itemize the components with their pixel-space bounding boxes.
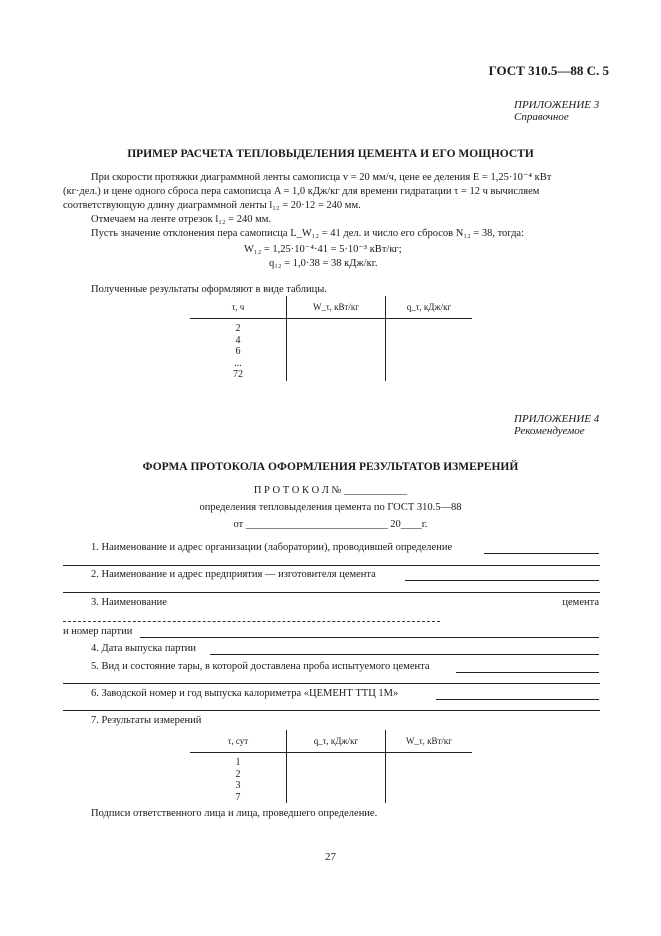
- blank-line: [484, 553, 599, 554]
- protocol-heading: П Р О Т О К О Л № ____________: [253, 485, 408, 496]
- table-header: τ, ч: [190, 296, 287, 319]
- appendix-label: ПРИЛОЖЕНИЕ 3: [514, 99, 600, 111]
- table-cell: [287, 319, 386, 381]
- standard-header: ГОСТ 310.5—88 С. 5: [488, 63, 609, 78]
- table-value: 2: [235, 768, 241, 780]
- table-value: 2: [235, 323, 241, 334]
- protocol-item-3-suffix: цемента: [562, 597, 599, 608]
- appendix-label: ПРИЛОЖЕНИЕ 4: [514, 413, 600, 425]
- blank-line: [436, 699, 599, 700]
- paragraph-line: Отмечаем на ленте отрезок l₁₂ = 240 мм.: [91, 214, 272, 225]
- paragraph-line: соответствующую длину диаграммной ленты l₁₂ = 20·12 = 240 мм.: [63, 200, 361, 211]
- protocol-item-6: 6. Заводской номер и год выпуска калориметра «ЦЕМЕНТ ТТЦ 1М»: [91, 688, 399, 699]
- blank-line: [63, 565, 600, 566]
- protocol-item-7: 7. Результаты измерений: [91, 715, 202, 726]
- paragraph: [63, 171, 603, 241]
- protocol-subtitle: определения тепловыделения цемента по ГОСТ 310.5—88: [199, 502, 462, 513]
- table-value: 1: [235, 757, 241, 768]
- blank-line: [405, 580, 599, 581]
- protocol-item-1: 1. Наименование и адрес организации (лаборатории), проводившей определение: [91, 542, 453, 553]
- paragraph-line: Пусть значение отклонения пера самописца L_W₁₂ = 41 дел. и число его сбросов N₁₂ = 38, тогда:: [91, 228, 524, 239]
- table-cell: [190, 319, 287, 381]
- blank-line: [140, 637, 599, 638]
- table-header: q_τ, кДж/кг: [386, 296, 473, 319]
- protocol-item-3: 3. Наименование: [91, 597, 167, 608]
- page-number: 27: [325, 851, 336, 863]
- blank-line: [210, 654, 599, 655]
- appendix-type: Рекомендуемое: [514, 425, 585, 437]
- table-header: W_τ, кВт/кг: [386, 730, 473, 753]
- protocol-item-4: 4. Дата выпуска партии: [91, 643, 197, 654]
- signature-line: Подписи ответственного лица и лица, проведшего определение.: [91, 808, 378, 819]
- blank-line: [63, 621, 440, 622]
- formula-q: q₁₂ = 1,0·38 = 38 кДж/кг.: [269, 258, 378, 269]
- results-table-form: [190, 730, 472, 803]
- results-table-example: [190, 296, 472, 381]
- appendix-type: Справочное: [514, 111, 569, 123]
- table-value: 7: [235, 791, 241, 803]
- blank-line: [63, 710, 600, 711]
- table-cell: [386, 753, 473, 804]
- table-header: W_τ, кВт/кг: [287, 296, 386, 319]
- appendix-4-block: [514, 413, 599, 437]
- paragraph-line: (кг·дел.) и цене одного сброса пера самописца A = 1,0 кДж/кг для времени гидратации τ = 12 ч вычисляем: [63, 186, 540, 197]
- protocol-item-3-cont: и номер партии: [63, 626, 133, 637]
- table-header: τ, сут: [190, 730, 287, 753]
- table-header: q_τ, кДж/кг: [287, 730, 386, 753]
- table-cell: [190, 753, 287, 804]
- blank-line: [456, 672, 599, 673]
- section-title: ФОРМА ПРОТОКОЛА ОФОРМЛЕНИЯ РЕЗУЛЬТАТОВ ИЗМЕРЕНИЙ: [142, 461, 519, 473]
- blank-line: [63, 683, 600, 684]
- appendix-3-block: [514, 99, 599, 123]
- section-title: ПРИМЕР РАСЧЕТА ТЕПЛОВЫДЕЛЕНИЯ ЦЕМЕНТА И ЕГО МОЩНОСТИ: [127, 148, 534, 160]
- table-cell: [287, 753, 386, 804]
- table-value: 4: [235, 334, 241, 346]
- table-cell: [386, 319, 473, 381]
- formula-w: W₁₂ = 1,25·10⁻⁴·41 = 5·10⁻³ кВт/кг;: [244, 244, 402, 255]
- blank-line: [63, 592, 600, 593]
- protocol-item-2: 2. Наименование и адрес предприятия — изготовителя цемента: [91, 569, 376, 580]
- protocol-item-5: 5. Вид и состояние тары, в которой доставлена проба испытуемого цемента: [91, 661, 430, 672]
- table-value: 72: [233, 369, 243, 380]
- paragraph-line: При скорости протяжки диаграммной ленты самописца v = 20 мм/ч, цене ее деления E = 1,25·10⁻⁴ кВт: [91, 172, 552, 183]
- table-value: 3: [235, 780, 241, 791]
- table-value: ...: [234, 357, 242, 369]
- table-value: 6: [235, 346, 241, 357]
- protocol-date: от ___________________________ 20____г.: [233, 519, 428, 530]
- paragraph: Полученные результаты оформляют в виде таблицы.: [91, 284, 327, 295]
